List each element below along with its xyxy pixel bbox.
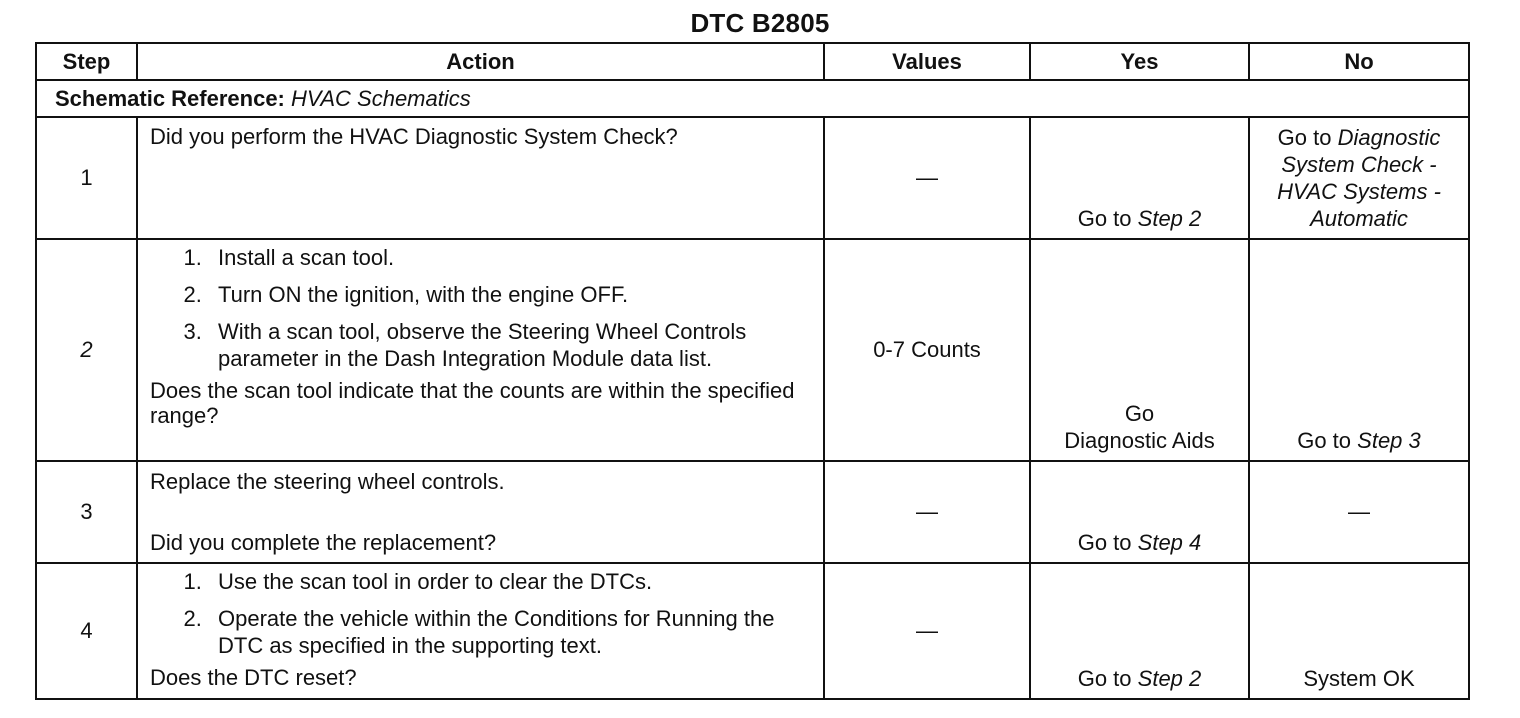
yes-prefix: Go to (1077, 530, 1132, 555)
list-item: 3. With a scan tool, observe the Steering Wheel Controls parameter in the Dash Integration Module data list. (208, 318, 813, 372)
no-step-link[interactable]: Step 3 (1357, 428, 1421, 453)
table-row (36, 563, 1469, 699)
values-cell: — (824, 461, 1030, 563)
step-number: 2 (36, 239, 137, 461)
yes-diagnostic-aids-link[interactable]: Diagnostic Aids (1064, 428, 1215, 453)
header-yes: Yes (1030, 43, 1249, 80)
yes-prefix: Go to (1077, 666, 1132, 691)
step-number: 3 (36, 461, 137, 563)
table-row (36, 117, 1469, 239)
table-row (36, 239, 1469, 461)
values-cell: — (824, 117, 1030, 239)
yes-cell (1030, 117, 1249, 239)
action-cell (137, 117, 824, 239)
header-action: Action (137, 43, 824, 80)
schematic-reference-link[interactable]: HVAC Schematics (291, 85, 471, 111)
yes-line1: Go (1124, 401, 1155, 426)
list-item: 1. Use the scan tool in order to clear the DTCs. (208, 568, 813, 595)
action-text: Replace the steering wheel controls. (150, 469, 505, 494)
no-cell (1249, 117, 1469, 239)
yes-cell (1030, 563, 1249, 699)
no-prefix: Go to (1277, 125, 1332, 150)
action-list (150, 244, 813, 372)
schematic-reference-row (36, 80, 1469, 117)
yes-step-link[interactable]: Step 4 (1137, 530, 1202, 555)
yes-step-link[interactable]: Step 2 (1137, 206, 1202, 231)
list-item: 1. Install a scan tool. (208, 244, 813, 271)
no-link-line3[interactable]: HVAC Systems - (1277, 179, 1441, 204)
step-number: 4 (36, 563, 137, 699)
header-step: Step (36, 43, 137, 80)
action-question: Does the scan tool indicate that the counts are within the specified range? (150, 378, 795, 428)
no-cell (1249, 239, 1469, 461)
header-no: No (1249, 43, 1469, 80)
yes-step-link[interactable]: Step 2 (1137, 666, 1202, 691)
no-link-line4[interactable]: Automatic (1310, 206, 1408, 231)
action-cell (137, 461, 824, 563)
action-list (150, 568, 813, 659)
action-cell (137, 563, 824, 699)
values-cell: — (824, 563, 1030, 699)
no-link-line1[interactable]: Diagnostic (1337, 125, 1441, 150)
values-cell: 0-7 Counts (824, 239, 1030, 461)
action-cell (137, 239, 824, 461)
schematic-reference-label: Schematic Reference: (55, 85, 285, 111)
yes-cell (1030, 461, 1249, 563)
yes-prefix: Go to (1077, 206, 1132, 231)
action-question: Did you perform the HVAC Diagnostic System Check? (150, 124, 678, 149)
no-prefix: Go to (1297, 428, 1352, 453)
no-cell: System OK (1249, 563, 1469, 699)
action-question: Does the DTC reset? (150, 665, 357, 690)
list-item: 2. Turn ON the ignition, with the engine OFF. (208, 281, 813, 308)
header-row (36, 43, 1469, 80)
step-number: 1 (36, 117, 137, 239)
action-question: Did you complete the replacement? (150, 530, 497, 555)
list-item: 2. Operate the vehicle within the Conditions for Running the DTC as specified in the supporting text. (208, 605, 813, 659)
no-cell: — (1249, 461, 1469, 563)
dtc-table (35, 42, 1470, 700)
header-values: Values (824, 43, 1030, 80)
no-link-line2[interactable]: System Check - (1281, 152, 1437, 177)
yes-cell (1030, 239, 1249, 461)
table-row (36, 461, 1469, 563)
page-title: DTC B2805 (690, 8, 830, 38)
